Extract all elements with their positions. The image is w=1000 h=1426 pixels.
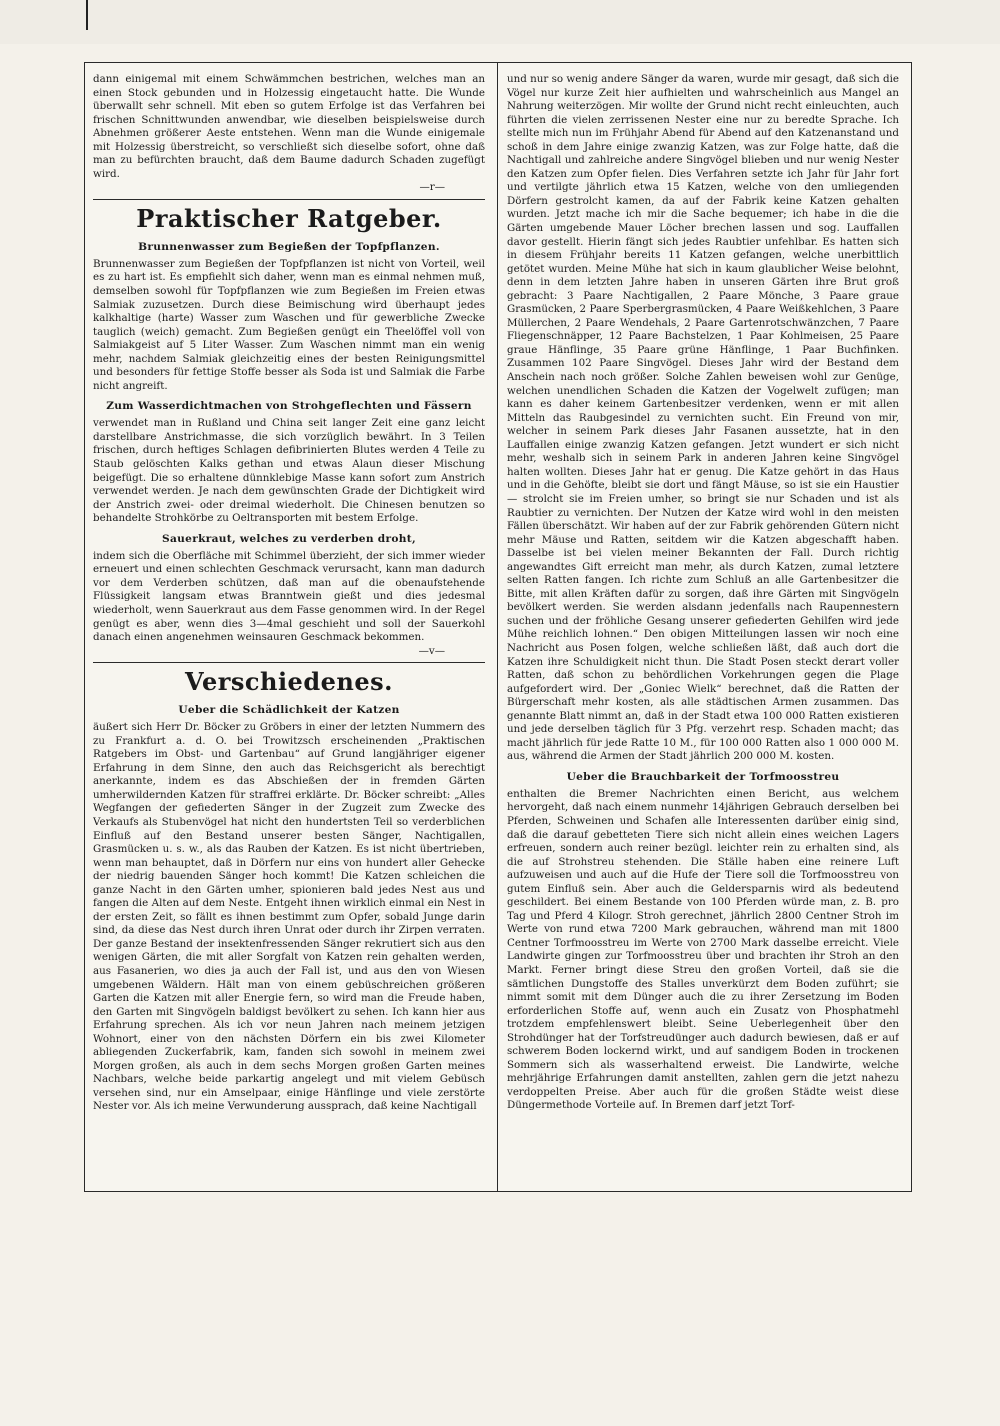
article-text-sauerkraut: indem sich die Oberfläche mit Schimmel überzieht, der sich immer wieder erneuert und einen schlechten Geschmack verursacht, kann man dadurch vor dem Verderben schützen, daß man auf die obenaufstehende Flüssigkeit langsam etwas Branntwein gießt und dies jedesmal wiederholt, wenn Sauerkraut aus dem Fasse genommen wird. In der Regel genügt es aber, wenn dies 3—4mal geschieht und soll der Sauerkohl danach einen angenehmen weinsauren Geschmack bekommen. [93, 549, 485, 644]
column-divider [497, 63, 498, 1191]
intro-paragraph: dann einigemal mit einem Schwämmchen bestrichen, welches man an einen Stock gebunden und in Holzessig eingetaucht hatte. Die Wunde überwallt sehr schnell. Mit eben so gutem Erfolge ist das Verfahren bei frischen Schnittwunden anwendbar, wie dieselben beispielsweise durch Abnehmen größerer Aeste entstehen. Wenn man die Wunde einigemale mit Holzessig überstreicht, so verschließt sich dieselbe sofort, ohne daß man zu befürchten braucht, daß dem Baume dadurch Schaden zugefügt wird. [93, 73, 485, 180]
article-heading-sauerkraut: Sauerkraut, welches zu verderben droht, [162, 532, 416, 545]
section-rule [93, 662, 485, 663]
article-heading-wasserdicht: Zum Wasserdichtmachen von Strohgeflechten und Fässern [106, 400, 472, 413]
article-text-katzen: äußert sich Herr Dr. Böcker zu Gröbers in einer der letzten Nummern des zu Frankfurt a. d. O. bei Trowitzsch erscheinenden „Praktischen Ratgebers im Obst- und Gartenbau“ auf Grund langjähriger eigener Erfahrung in dem Sinne, den auch das Reichsgericht als berechtigt anerkannte, indem es das Abschießen der in fremden Gärten umherwildernden Katzen für straffrei erklärte. Dr. Böcker schreibt: „Alles Wegfangen der gefiederten Sänger in der Zugzeit zum Zwecke des Verkaufs als Stubenvögel hat nicht den hundertsten Teil so verderblichen Einfluß auf den Bestand unserer besten Sänger, Nachtigallen, Grasmücken u. s. w., als das Rauben der Katzen. Es ist nicht übertrieben, wenn man behauptet, daß in Dörfern nur eins von hundert aller Gehecke der niedrig bauenden Sänger hoch kommt! Die Katzen schleichen die ganze Nacht in den Gärten umher, spionieren bald jedes Nest aus und fangen die Alten auf dem Neste. Entgeht ihnen wirklich einmal ein Nest in der ersten Zeit, so fällt es ihnen bestimmt zum Opfer, sobald Junge darin sind, da diese das Nest durch ihren Unrat oder durch ihr Zirpen verraten. Der ganze Bestand der insektenfressenden Sänger rekrutiert sich aus den wenigen Gärten, die mit aller Sorgfalt von Katzen rein gehalten werden, aus Fasanerien, wo dies ja auch der Fall ist, und aus den von Wiesen umgebenen Wäldern. Hält man von einem gebüschreichen größeren Garten die Katzen mit aller Energie fern, so wird man die Freude haben, den Garten mit Singvögeln baldigst bevölkert zu sehen. Ich kann hier aus Erfahrung sprechen. Als ich vor neun Jahren nach meinem jetzigen Wohnort, einer von den nächsten Dörfern ein bis zwei Kilometer abliegenden Zuckerfabrik, kam, fanden sich sowohl in meinem zwei Morgen großen, als auch in dem sechs Morgen großen Garten meines Nachbars, welche beide parkartig angelegt und mit vielem Gebüsch versehen sind, nur ein Amselpaar, einige Hänflinge und viele zerstörte Nester vor. Als ich meine Verwunderung aussprach, daß keine Nachtigall [93, 721, 485, 1113]
sauerkraut-signature: —v— [418, 644, 445, 657]
article-text-torfmoosstreu: enthalten die Bremer Nachrichten einen Bericht, aus welchem hervorgeht, daß nach einem nunmehr 14jährigen Gebrauch derselben bei Pferden, Schweinen und Schafen alle Interessenten darüber einig sind, daß die darauf gebetteten Tiere sich nicht allein eines weichen Lagers erfreuen, sondern auch reiner bezügl. leichter rein zu erhalten sind, als die auf Strohstreu stehenden. Die Ställe haben eine reinere Luft aufzuweisen und auch auf die Hufe der Tiere soll die Torfmoosstreu von gutem Einfluß sein. Aber auch die Geldersparnis wird als bedeutend geschildert. Bei einem Bestande von 100 Pferden würde man, z. B. pro Tag und Pferd 4 Kilogr. Stroh gerechnet, jährlich 2800 Centner Stroh im Werte von rund etwa 7200 Mark gebrauchen, während man mit 1800 Centner Torfmoosstreu im Werte von 2700 Mark dasselbe erreicht. Viele Landwirte gingen zur Torfmoosstreu über und brachten ihr Stroh an den Markt. Ferner bringt diese Streu den großen Vorteil, daß sie die sämtlichen Dungstoffe des Stalles unverkürzt dem Boden zuführt; sie nimmt somit mit dem Dünger auch die zu ihrer Zersetzung im Boden erforderlichen Stoffe auf, wenn auch ein Zusatz von Phosphatmehl trotzdem empfehlenswert bleibt. Seine Ueberlegenheit über den Strohdünger hat der Torfstreudünger auch dadurch bewiesen, daß er auf schwerem Boden lockernd wirkt, und auf sandigem Boden in trockenen Sommern sich als wasserhaltend erweist. Die Landwirte, welche mehrjährige Erfahrungen damit anstellten, zahlen gern die jetzt nahezu verdoppelten Preise. Aber auch für die großen Städte weist diese Düngermethode Vorteile auf. In Bremen darf jetzt Torf- [507, 787, 899, 1112]
article-text-katzen-continued: und nur so wenig andere Sänger da waren, wurde mir gesagt, daß sich die Vögel nur kurze Zeit hier aufhielten und wahrscheinlich aus Mangel an Nahrung weiterzögen. Mir wollte der Grund nicht recht einleuchten, auch führten die vielen zerrissenen Nester eine nur zu beredte Sprache. Ich stellte mich nun im Frühjahr Abend für Abend auf den Katzenanstand und schoß in dem Jahre einige zwanzig Katzen, was zur Folge hatte, daß die Nachtigall und zahlreiche andere Singvögel blieben und nur wenig Nester den Katzen zum Opfer fielen. Dies Verfahren setzte ich Jahr für Jahr fort und vertilgte jährlich etwa 15 Katzen, welche von den umliegenden Dörfern gestrolcht kamen, da auf der Fabrik keine Katzen gehalten wurden. Jetzt mache ich mir die Sache bequemer; ich habe in die die Gärten umgebende Mauer Löcher brechen lassen und sog. Lauffallen davor gestellt. Hierin fängt sich jedes Raubtier unfehlbar. Es hatten sich in diesem Frühjahr bereits 11 Katzen gefangen, welche unerbittlich getötet wurden. Meine Mühe hat sich in kaum glaublicher Weise belohnt, denn in dem letzten Jahre haben in unseren Gärten ihre Brut groß gebracht: 3 Paare Nachtigallen, 2 Paare Mönche, 3 Paare graue Grasmücken, 2 Paare Sperbergrasmücken, 4 Paare Weißkehlchen, 3 Paare Müllerchen, 2 Paare Wendehals, 2 Paare Gartenrotschwänzchen, 7 Paare Fliegenschnäpper, 12 Paare Bachstelzen, 1 Paar Kohlmeisen, 25 Paare graue Hänflinge, 35 Paare grüne Hänflinge, 1 Paar Buchfinken. Zusammen 102 Paare Singvögel. Dieses Jahr wird der Bestand dem Anschein nach noch größer. Solche Zahlen beweisen wohl zur Genüge, welchen unendlichen Schaden die Katzen der Vogelwelt zufügen; man kann es daher keinem Gartenbesitzer verdenken, wenn er mit allen Mitteln das Raubgesindel zu vernichten sucht. Ein Freund von mir, welcher in seinem Park dieses Jahr Fasanen aussetzte, hat in den Lauffallen einige zwanzig Katzen gefangen. Jetzt wundert er sich nicht mehr, weshalb sich in seinem Park in anderen Jahren keine Singvögel halten wollten. Dieses Jahr hat er genug. Die Katze gehört in das Haus und in die Gehöfte, bleibt sie dort und fängt Mäuse, so ist sie ein Haustier — strolcht sie im Freien umher, so bringt sie nur Schaden und ist als Raubtier zu vernichten. Der Nutzen der Katze wird wohl in den meisten Fällen überschätzt. Wir haben auf der zur Fabrik gehörenden Gütern nicht mehr Mäuse und Ratten, seitdem wir die Katzen abgeschafft haben. Dasselbe ist bei vielen meiner Bekannten der Fall. Durch richtig angewandtes Gift erreicht man mehr, als durch Katzen, zumal letztere selten Ratten fangen. Ich richte zum Schluß an alle Gartenbesitzer die Bitte, mit allen Kräften dafür zu sorgen, daß ihre Gärten mit Singvögeln bevölkert werden. Sie werden alsdann jedenfalls nach Raupennestern suchen und der fröhliche Gesang unserer gefiederten Gehilfen wird jede Mühe reichlich lohnen.“ Den obigen Mitteilungen lassen wir noch eine Nachricht aus Posen folgen, welche schließen läßt, daß auch dort die Katzen ihre Schuldigkeit nicht thun. Die Stadt Posen steckt derart voller Ratten, daß schon zu behördlichen Vorkehrungen gegen die Plage aufgefordert wird. Der „Goniec Wielk“ berechnet, daß die Ratten der Bürgerschaft mehr kosten, als alle städtischen Armen zusammen. Das genannte Blatt nimmt an, daß in der Stadt etwa 100 000 Ratten existieren und jede derselben täglich für 3 Pfg. verzehrt resp. Schaden macht; das macht jährlich für jede Ratte 10 M., für 100 000 Ratten also 1 000 000 M. aus, während die Armen der Stadt jährlich 200 000 M. kosten. [507, 73, 899, 763]
right-column [507, 73, 899, 1183]
intro-signature: —r— [419, 181, 445, 194]
article-heading-brunnenwasser: Brunnenwasser zum Begießen der Topfpflanzen. [138, 240, 440, 253]
scan-top-edge [0, 0, 1000, 44]
ratgeber-title: Praktischer Ratgeber. [136, 203, 442, 233]
section-rule [93, 199, 485, 200]
article-text-brunnenwasser: Brunnenwasser zum Begießen der Topfpflanzen ist nicht von Vorteil, weil es zu hart ist. Es empfiehlt sich daher, wenn man es einmal nehmen muß, demselben sowohl für Topfpflanzen wie zum Begießen im Freien etwas Salmiak zuzusetzen. Durch diese Beimischung wird überhaupt jedes kalkhaltige (harte) Wasser zum Waschen und für gewerbliche Zwecke tauglich (weich) gemacht. Zum Begießen genügt ein Theelöffel voll von Salmiakgeist auf 5 Liter Wasser. Zum Waschen nimmt man ein wenig mehr, nachdem Salmiak gleichzeitig eines der besten Reinigungsmittel und besonders für fettige Stoffe besser als Soda ist und Salmiak die Farbe nicht angreift. [93, 257, 485, 392]
verschiedenes-title: Verschiedenes. [185, 667, 393, 697]
article-heading-katzen: Ueber die Schädlichkeit der Katzen [178, 704, 400, 717]
scan-edge-mark [86, 0, 88, 30]
article-text-wasserdicht: verwendet man in Rußland und China seit langer Zeit eine ganz leicht darstellbare Anstrichmasse, die sich vorzüglich bewährt. In 3 Teilen frischen, durch heftiges Schlagen defibrinierten Blutes werden 4 Teile zu Staub gelöschten Kalks gethan und etwas Alaun dieser Mischung beigefügt. Die so erhaltene dünnklebige Masse kann sofort zum Anstrich verwendet werden. Je nach dem gewünschten Grade der Dichtigkeit wird der Anstrich zwei- oder dreimal wiederholt. Die Chinesen benutzen so behandelte Strohkörbe zu Oeltransporten mit bestem Erfolge. [93, 417, 485, 525]
left-column [93, 73, 485, 1183]
newspaper-page [84, 62, 912, 1192]
article-heading-torfmoosstreu: Ueber die Brauchbarkeit der Torfmoosstreu [566, 770, 840, 783]
